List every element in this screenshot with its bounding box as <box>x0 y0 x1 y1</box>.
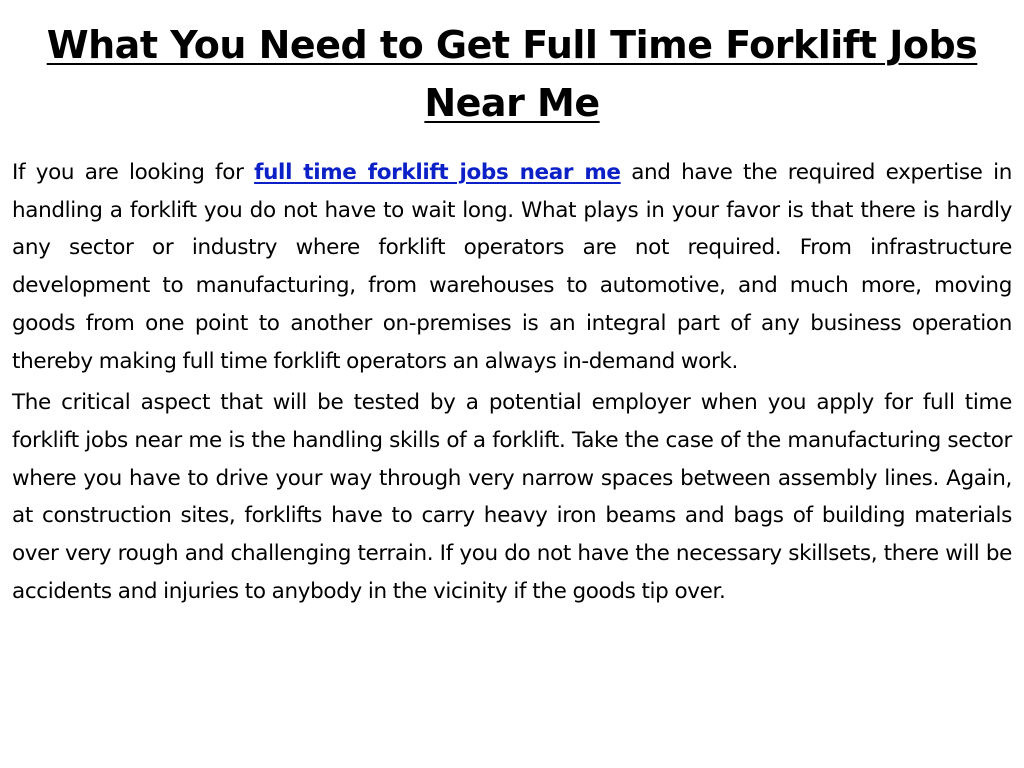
page-title: What You Need to Get Full Time Forklift Jobs Near Me <box>46 23 978 125</box>
paragraph-intro <box>12 154 1012 380</box>
paragraph-intro-lead: If you are looking for <box>12 160 255 185</box>
paragraph-handling-skills: The critical aspect that will be tested by a potential employer when you apply for full time forklift jobs near me is the handling skills of a forklift. Take the case of the manufacturing sector where you have to drive your way through very narrow spaces between assembly lines. Again, at construction sites, forklifts have to carry heavy iron beams and bags of building materials over very rough and challenging terrain. If you do not have the necessary skillsets, there will be accidents and injuries to anybody in the vicinity if the goods tip over. <box>12 390 1012 604</box>
paragraph-intro-rest: and have the required expertise in handling a forklift you do not have to wait long. What plays in your favor is that there is hardly any sector or industry where forklift operators are not required. From infrastructure development to manufacturing, from warehouses to automotive, and much more, moving goods from one point to another on-premises is an integral part of any business operation thereby making full time forklift operators an always in-demand work. <box>12 160 1012 374</box>
article-body <box>12 154 1012 610</box>
forklift-jobs-link[interactable]: full time forklift jobs near me <box>254 160 621 185</box>
